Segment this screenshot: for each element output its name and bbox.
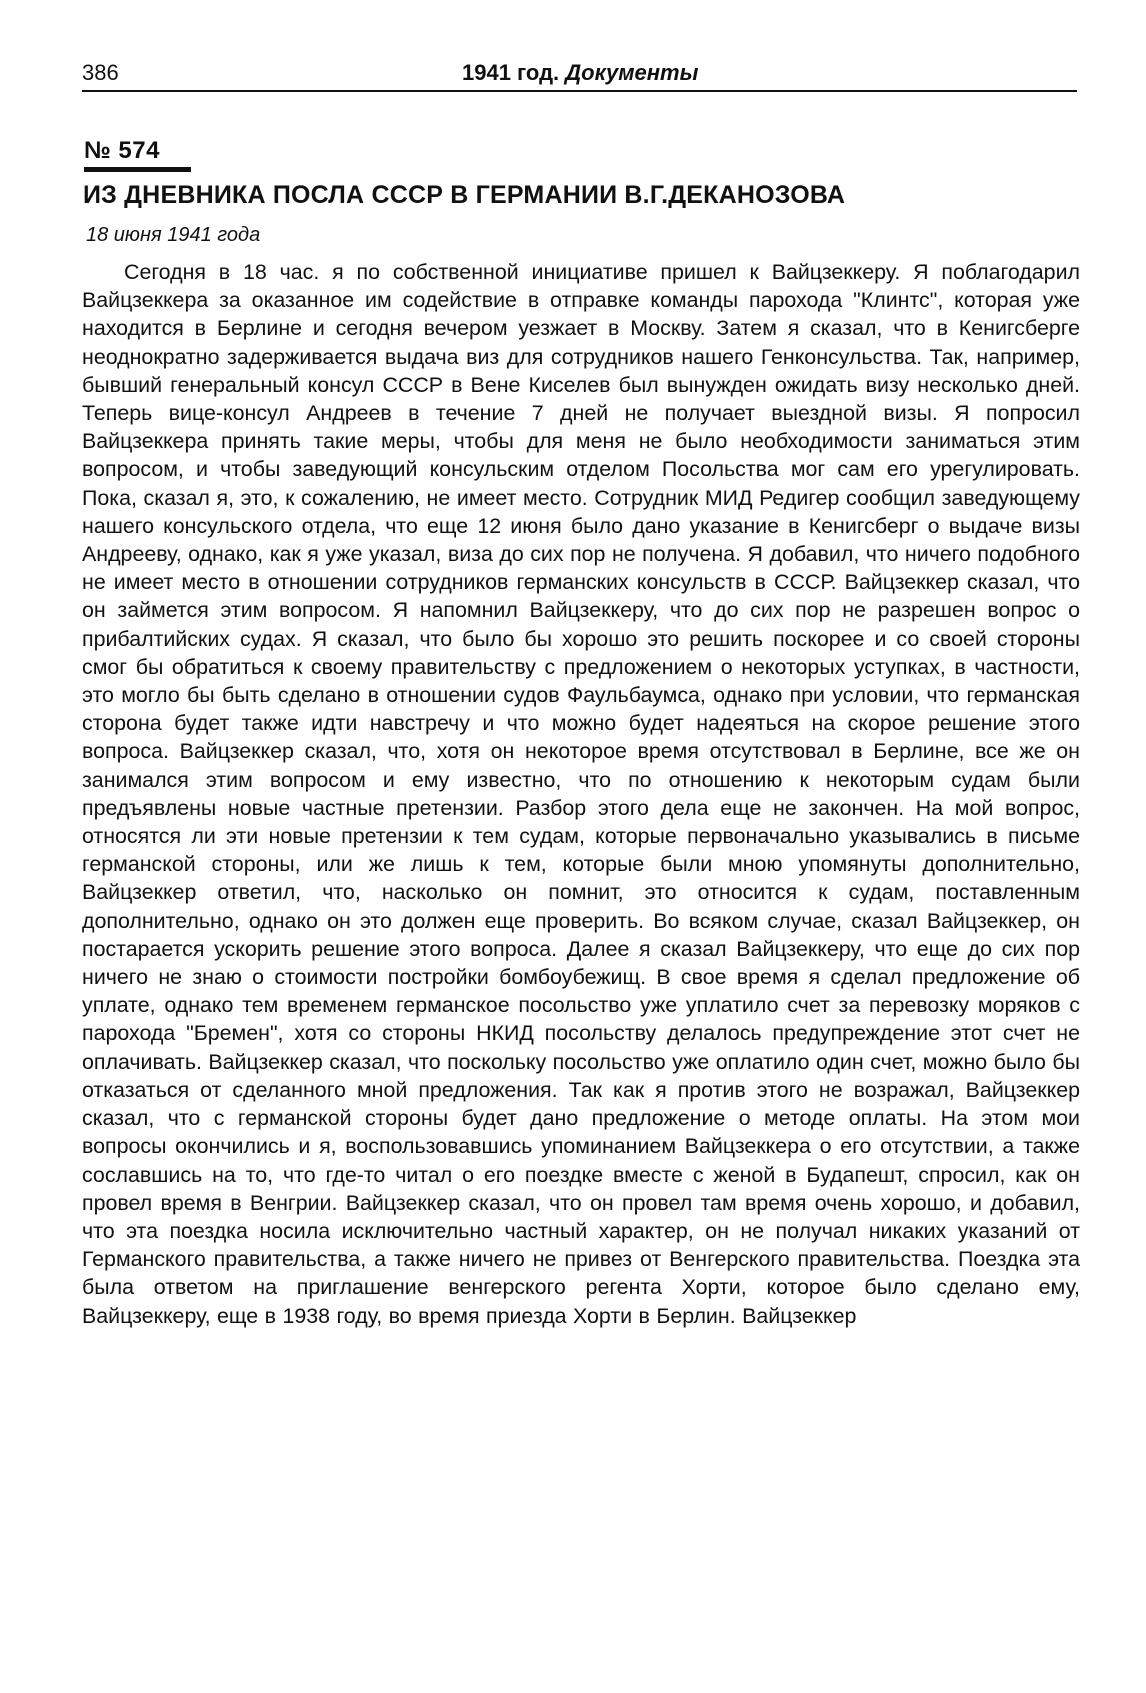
document-title: ИЗ ДНЕВНИКА ПОСЛА СССР В ГЕРМАНИИ В.Г.ДЕКАНОЗОВА: [83, 181, 846, 209]
document-number-rule: [84, 167, 191, 172]
page-number: 386: [82, 60, 119, 85]
document-date: 18 июня 1941 года: [86, 224, 261, 246]
running-header: [82, 60, 1077, 92]
running-title: [462, 60, 698, 86]
document-body: Сегодня в 18 час. я по собственной инициативе пришел к Вайцзеккеру. Я поблагодарил Вайцзеккера за оказанное им содействие в отправке команды парохода "Клинтс", которая уже находится в Берлине и сегодня вечером уезжает в Москву. Затем я сказал, что в Кенигсберге неоднократно задерживается выдача виз для сотрудников нашего Генконсульства. Так, например, бывший генеральный консул СССР в Вене Киселев был вынужден ожидать визу несколько дней. Теперь вице-консул Андреев в течение 7 дней не получает выездной визы. Я попросил Вайцзеккера принять такие меры, чтобы для меня не было необходимости заниматься этим вопросом, и чтобы заведующий консульским отделом Посольства мог сам его урегулировать. Пока, сказал я, это, к сожалению, не имеет место. Сотрудник МИД Редигер сообщил заведующему нашего консульского отдела, что еще 12 июня было дано указание в Кенигсберг о выдаче визы Андрееву, однако, как я уже указал, виза до сих пор не получена. Я добавил, что ничего подобного не имеет место в отношении сотрудников германских консульств в СССР. Вайцзеккер сказал, что он займется этим вопросом. Я напомнил Вайцзеккеру, что до сих пор не разрешен вопрос о прибалтийских судах. Я сказал, что было бы хорошо это решить поскорее и со своей стороны смог бы обратиться к своему правительству с предложением о некоторых уступках, в частности, это могло бы быть сделано в отношении судов Фаульбаумса, однако при условии, что германская сторона будет также идти навстречу и что можно будет надеяться на скорое решение этого вопроса. Вайцзеккер сказал, что, хотя он некоторое время отсутствовал в Берлине, все же он занимался этим вопросом и ему известно, что по отношению к некоторым судам были предъявлены новые частные претензии. Разбор этого дела еще не закончен. На мой вопрос, относятся ли эти новые претензии к тем судам, которые первоначально указывались в письме германской стороны, или же лишь к тем, которые были мною упомянуты дополнительно, Вайцзеккер ответил, что, насколько он помнит, это относится к судам, поставленным дополнительно, однако он это должен еще проверить. Во всяком случае, сказал Вайцзеккер, он постарается ускорить решение этого вопроса. Далее я сказал Вайцзеккеру, что еще до сих пор ничего не знаю о стоимости постройки бомбоубежищ. В свое время я сделал предложение об уплате, однако тем временем германское посольство уже уплатило счет за перевозку моряков с парохода "Бремен", хотя со стороны НКИД посольству делалось предупреждение этот счет не оплачивать. Вайцзеккер сказал, что поскольку посольство уже оплатило один счет, можно было бы отказаться от сделанного мной предложения. Так как я против этого не возражал, Вайцзеккер сказал, что с германской стороны будет дано предложение о методе оплаты. На этом мои вопросы окончились и я, воспользовавшись упоминанием Вайцзеккера о его отсутствии, а также сославшись на то, что где-то читал о его поездке вместе с женой в Будапешт, спросил, как он провел время в Венгрии. Вайцзеккер сказал, что он провел там время очень хорошо, и добавил, что эта поездка носила исключительно частный характер, он не получал никаких указаний от Германского правительства, а также ничего не привез от Венгерского правительства. Поездка эта была ответом на приглашение венгерского регента Хорти, которое было сделано ему, Вайцзеккеру, еще в 1938 году, во время приезда Хорти в Берлин. Вайцзеккер: [82, 260, 1080, 1328]
document-number: № 574: [84, 137, 160, 164]
running-title-year: 1941 год.: [462, 60, 560, 85]
running-title-section: Документы: [565, 60, 699, 85]
